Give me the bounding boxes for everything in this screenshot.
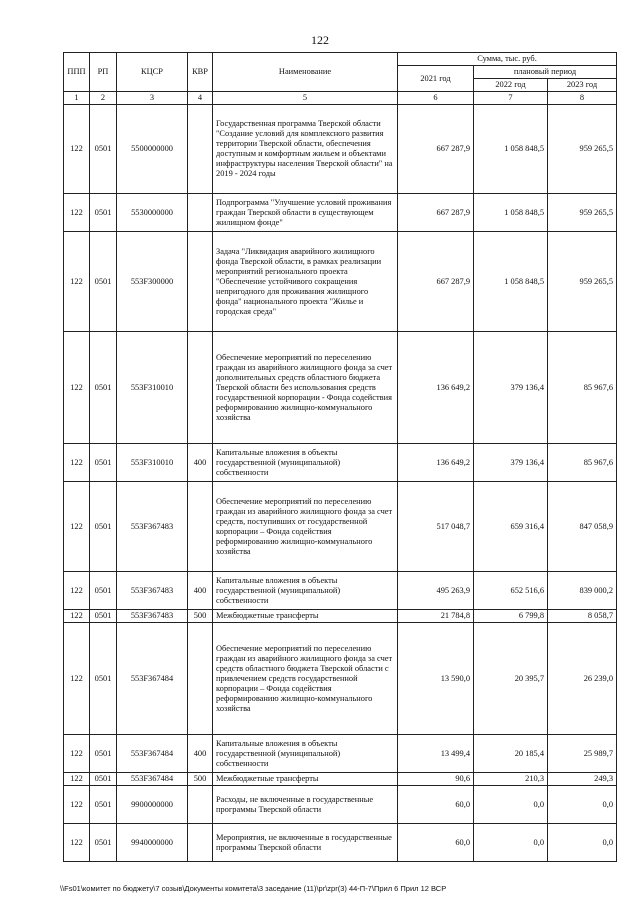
cell-2021: 60,0 bbox=[398, 824, 474, 862]
cell-2021: 495 263,9 bbox=[398, 572, 474, 610]
cell-2023: 249,3 bbox=[548, 773, 617, 786]
cell-rp: 0501 bbox=[90, 105, 117, 194]
cell-ppp: 122 bbox=[64, 194, 90, 232]
cell-2021: 667 287,9 bbox=[398, 105, 474, 194]
cell-rp: 0501 bbox=[90, 194, 117, 232]
header-2022: 2022 год bbox=[474, 79, 548, 92]
cell-ppp: 122 bbox=[64, 786, 90, 824]
cell-name: Межбюджетные трансферты bbox=[213, 773, 398, 786]
cell-kcsr: 553F310010 bbox=[117, 332, 188, 444]
cell-2022: 659 316,4 bbox=[474, 482, 548, 572]
table-row bbox=[64, 735, 617, 773]
col-number: 6 bbox=[398, 92, 474, 105]
cell-rp: 0501 bbox=[90, 824, 117, 862]
cell-kcsr: 553F300000 bbox=[117, 232, 188, 332]
header-ppp: ППП bbox=[64, 53, 90, 92]
cell-kcsr: 553F367483 bbox=[117, 610, 188, 623]
cell-ppp: 122 bbox=[64, 773, 90, 786]
cell-kcsr: 9900000000 bbox=[117, 786, 188, 824]
cell-kcsr: 553F367483 bbox=[117, 572, 188, 610]
cell-kvr: 400 bbox=[188, 735, 213, 773]
cell-2021: 517 048,7 bbox=[398, 482, 474, 572]
col-number: 3 bbox=[117, 92, 188, 105]
cell-name: Расходы, не включенные в государственные программы Тверской области bbox=[213, 786, 398, 824]
cell-ppp: 122 bbox=[64, 623, 90, 735]
header-kvr: КВР bbox=[188, 53, 213, 92]
cell-2023: 847 058,9 bbox=[548, 482, 617, 572]
cell-rp: 0501 bbox=[90, 610, 117, 623]
col-number: 5 bbox=[213, 92, 398, 105]
header-2021: 2021 год bbox=[398, 66, 474, 92]
table-row bbox=[64, 105, 617, 194]
table-row bbox=[64, 824, 617, 862]
cell-rp: 0501 bbox=[90, 332, 117, 444]
cell-kcsr: 553F367484 bbox=[117, 623, 188, 735]
header-rp: РП bbox=[90, 53, 117, 92]
cell-2021: 667 287,9 bbox=[398, 194, 474, 232]
table-row bbox=[64, 482, 617, 572]
cell-2021: 136 649,2 bbox=[398, 444, 474, 482]
column-number-row bbox=[64, 92, 617, 105]
table-row bbox=[64, 444, 617, 482]
cell-2021: 136 649,2 bbox=[398, 332, 474, 444]
cell-2022: 210,3 bbox=[474, 773, 548, 786]
cell-2023: 85 967,6 bbox=[548, 444, 617, 482]
cell-kcsr: 9940000000 bbox=[117, 824, 188, 862]
cell-kcsr: 553F367484 bbox=[117, 735, 188, 773]
budget-table bbox=[63, 52, 617, 862]
cell-kvr bbox=[188, 332, 213, 444]
cell-2022: 379 136,4 bbox=[474, 444, 548, 482]
cell-rp: 0501 bbox=[90, 232, 117, 332]
cell-2022: 652 516,6 bbox=[474, 572, 548, 610]
cell-rp: 0501 bbox=[90, 482, 117, 572]
cell-ppp: 122 bbox=[64, 105, 90, 194]
cell-name: Обеспечение мероприятий по переселению граждан из аварийного жилищного фонда за счет средств областного бюджета Тверской области с привлечением средств государственной корпорации – Фонда содействия реформированию жилищно-коммунального хозяйства bbox=[213, 623, 398, 735]
header-2023: 2023 год bbox=[548, 79, 617, 92]
table-row bbox=[64, 773, 617, 786]
cell-2021: 13 590,0 bbox=[398, 623, 474, 735]
cell-2022: 20 185,4 bbox=[474, 735, 548, 773]
cell-rp: 0501 bbox=[90, 773, 117, 786]
cell-2021: 13 499,4 bbox=[398, 735, 474, 773]
cell-2022: 1 058 848,5 bbox=[474, 194, 548, 232]
cell-ppp: 122 bbox=[64, 232, 90, 332]
header-kcsr: КЦСР bbox=[117, 53, 188, 92]
cell-2022: 0,0 bbox=[474, 824, 548, 862]
cell-2023: 0,0 bbox=[548, 824, 617, 862]
col-number: 2 bbox=[90, 92, 117, 105]
table-row bbox=[64, 623, 617, 735]
page-number: 122 bbox=[311, 33, 329, 47]
cell-2023: 839 000,2 bbox=[548, 572, 617, 610]
header-name: Наименование bbox=[213, 53, 398, 92]
cell-kvr: 500 bbox=[188, 610, 213, 623]
cell-name: Обеспечение мероприятий по переселению граждан из аварийного жилищного фонда за счет средств, поступивших от государственной корпорации – Фонда содействия реформированию жилищно-коммунального хозяйства bbox=[213, 482, 398, 572]
cell-kvr bbox=[188, 824, 213, 862]
cell-2021: 90,6 bbox=[398, 773, 474, 786]
cell-rp: 0501 bbox=[90, 786, 117, 824]
cell-kvr bbox=[188, 786, 213, 824]
table-row bbox=[64, 610, 617, 623]
cell-ppp: 122 bbox=[64, 824, 90, 862]
cell-rp: 0501 bbox=[90, 623, 117, 735]
table-row bbox=[64, 786, 617, 824]
cell-name: Капитальные вложения в объекты государственной (муниципальной) собственности bbox=[213, 444, 398, 482]
table-row bbox=[64, 194, 617, 232]
cell-2022: 6 799,8 bbox=[474, 610, 548, 623]
footer-file-path: \\Fs01\комитет по бюджету\7 созыв\Документы комитета\3 заседание (11)\pr\zpr(3) 44-П-7\Прил 6 Прил 12 ВСР bbox=[60, 884, 447, 893]
cell-kcsr: 5530000000 bbox=[117, 194, 188, 232]
table-row bbox=[64, 572, 617, 610]
cell-2023: 8 058,7 bbox=[548, 610, 617, 623]
header-sum: Сумма, тыс. руб. bbox=[398, 53, 617, 66]
cell-ppp: 122 bbox=[64, 572, 90, 610]
cell-kvr: 400 bbox=[188, 444, 213, 482]
cell-2023: 25 989,7 bbox=[548, 735, 617, 773]
cell-kvr: 500 bbox=[188, 773, 213, 786]
col-number: 4 bbox=[188, 92, 213, 105]
cell-2021: 21 784,8 bbox=[398, 610, 474, 623]
cell-2023: 0,0 bbox=[548, 786, 617, 824]
cell-2022: 379 136,4 bbox=[474, 332, 548, 444]
cell-2023: 26 239,0 bbox=[548, 623, 617, 735]
cell-kcsr: 553F367484 bbox=[117, 773, 188, 786]
cell-2022: 20 395,7 bbox=[474, 623, 548, 735]
cell-2023: 959 265,5 bbox=[548, 232, 617, 332]
cell-rp: 0501 bbox=[90, 572, 117, 610]
cell-name: Подпрограмма "Улучшение условий проживания граждан Тверской области в существующем жилищном фонде" bbox=[213, 194, 398, 232]
cell-name: Капитальные вложения в объекты государственной (муниципальной) собственности bbox=[213, 572, 398, 610]
cell-name: Государственная программа Тверской области "Создание условий для комплексного развития территории Тверской области, обеспечения доступным и комфортным жильем и объектами инфраструктуры населения Тверской области" на 2019 - 2024 годы bbox=[213, 105, 398, 194]
cell-kvr bbox=[188, 105, 213, 194]
cell-name: Капитальные вложения в объекты государственной (муниципальной) собственности bbox=[213, 735, 398, 773]
cell-2021: 60,0 bbox=[398, 786, 474, 824]
col-number: 1 bbox=[64, 92, 90, 105]
cell-kcsr: 553F367483 bbox=[117, 482, 188, 572]
cell-name: Задача "Ликвидация аварийного жилищного фонда Тверской области, в рамках реализации мероприятий регионального проекта "Обеспечение устойчивого сокращения непригодного для проживания жилищного фонда" национального проекта "Жилье и городская среда" bbox=[213, 232, 398, 332]
cell-2022: 1 058 848,5 bbox=[474, 232, 548, 332]
cell-kcsr: 553F310010 bbox=[117, 444, 188, 482]
cell-kvr bbox=[188, 232, 213, 332]
cell-kvr bbox=[188, 623, 213, 735]
col-number: 8 bbox=[548, 92, 617, 105]
cell-ppp: 122 bbox=[64, 735, 90, 773]
table-row bbox=[64, 232, 617, 332]
cell-name: Мероприятия, не включенные в государственные программы Тверской области bbox=[213, 824, 398, 862]
cell-kvr bbox=[188, 194, 213, 232]
table-row bbox=[64, 332, 617, 444]
cell-kvr bbox=[188, 482, 213, 572]
cell-kvr: 400 bbox=[188, 572, 213, 610]
cell-2023: 959 265,5 bbox=[548, 105, 617, 194]
cell-ppp: 122 bbox=[64, 444, 90, 482]
cell-ppp: 122 bbox=[64, 482, 90, 572]
header-planned: плановый период bbox=[474, 66, 617, 79]
cell-ppp: 122 bbox=[64, 610, 90, 623]
cell-rp: 0501 bbox=[90, 735, 117, 773]
cell-kcsr: 5500000000 bbox=[117, 105, 188, 194]
cell-ppp: 122 bbox=[64, 332, 90, 444]
cell-rp: 0501 bbox=[90, 444, 117, 482]
cell-2023: 85 967,6 bbox=[548, 332, 617, 444]
cell-name: Обеспечение мероприятий по переселению граждан из аварийного жилищного фонда за счет дополнительных средств областного бюджета Тверской области без использования средств государственной корпорации - Фонда содействия реформированию жилищно-коммунального хозяйства bbox=[213, 332, 398, 444]
cell-name: Межбюджетные трансферты bbox=[213, 610, 398, 623]
cell-2023: 959 265,5 bbox=[548, 194, 617, 232]
cell-2021: 667 287,9 bbox=[398, 232, 474, 332]
col-number: 7 bbox=[474, 92, 548, 105]
cell-2022: 0,0 bbox=[474, 786, 548, 824]
cell-2022: 1 058 848,5 bbox=[474, 105, 548, 194]
